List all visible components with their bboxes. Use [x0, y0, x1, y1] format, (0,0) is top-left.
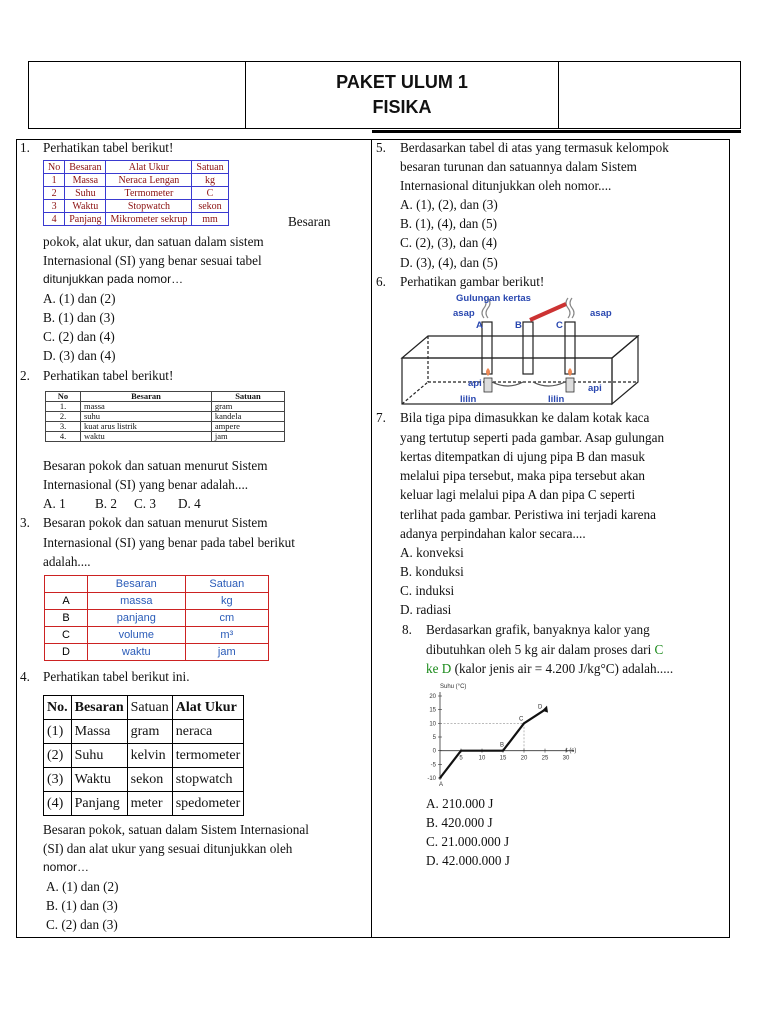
q1-text: Internasional (SI) yang benar sesuai tabel	[43, 253, 262, 268]
q5-text: Berdasarkan tabel di atas yang termasuk kelompok	[400, 140, 669, 155]
q7-text: Bila tiga pipa dimasukkan ke dalam kotak kaca	[400, 410, 650, 425]
q4-number: 4.	[20, 669, 30, 684]
chart-ylabel: Suhu (°C)	[440, 684, 467, 690]
table-cell: C	[45, 627, 88, 644]
q8-option-a: A. 210.000 J	[426, 796, 494, 811]
table-row	[44, 174, 229, 187]
q2-option-b: B. 2	[95, 496, 117, 511]
header-left-cell	[29, 62, 246, 128]
table-cell: 2.	[46, 412, 81, 422]
pipe-b	[523, 322, 533, 374]
q4-text: Besaran pokok, satuan dalam Sistem Internasional	[43, 822, 309, 837]
table-row	[46, 422, 285, 432]
candle-label: lilin	[548, 394, 565, 405]
fire-label: api	[588, 383, 602, 394]
q6-intro: Perhatikan gambar berikut!	[400, 274, 545, 289]
box-top-face	[402, 336, 638, 358]
q1-option-c: C. (2) dan (4)	[43, 329, 115, 344]
data-point	[544, 709, 546, 711]
q1-text: Besaran	[288, 214, 331, 229]
table-cell: volume	[88, 627, 186, 644]
candle-icon	[484, 378, 492, 392]
q3-text: Besaran pokok dan satuan menurut Sistem	[43, 515, 268, 530]
q1-option-d: D. (3) dan (4)	[43, 348, 116, 363]
table-cell: Panjang	[71, 792, 127, 816]
q5-option-b: B. (1), (4), dan (5)	[400, 216, 498, 231]
smoke-label: asap	[590, 308, 612, 319]
table-cell: kg	[185, 593, 268, 610]
table-cell: Termometer	[106, 187, 192, 200]
table-cell: Waktu	[71, 768, 127, 792]
convection-box-figure	[398, 290, 648, 408]
q7-option-b: B. konduksi	[400, 564, 464, 579]
point-label: C	[519, 716, 524, 723]
table-cell: gram	[127, 720, 172, 744]
table-cell: cm	[185, 610, 268, 627]
header-title-cell	[246, 62, 559, 128]
table-row	[44, 768, 244, 792]
pipe-a	[482, 322, 492, 374]
q7-text: melalui pipa tersebut, maka pipa tersebut akan	[400, 468, 645, 483]
q2-intro: Perhatikan tabel berikut!	[43, 368, 174, 383]
table-cell: sekon	[192, 200, 228, 213]
q1-intro: Perhatikan tabel berikut!	[43, 140, 174, 155]
table-cell: mm	[192, 213, 228, 226]
table-row	[44, 213, 229, 226]
q8-text-part: (kalor jenis air = 4.200 J/kg°C) adalah.....	[454, 661, 674, 676]
q7-number: 7.	[376, 410, 386, 425]
table-cell: 3.	[46, 422, 81, 432]
table-cell: Alat Ukur	[172, 696, 244, 720]
point-label: A	[439, 782, 444, 788]
smoke-label: asap	[453, 308, 475, 319]
q7-option-a: A. konveksi	[400, 545, 464, 560]
q1-option-b: B. (1) dan (3)	[43, 310, 115, 325]
box-front-face	[402, 358, 612, 404]
q4-text: nomor…	[43, 860, 90, 874]
table-cell	[45, 576, 88, 593]
data-line	[440, 710, 545, 778]
table-cell: 4	[44, 213, 65, 226]
table-row	[44, 744, 244, 768]
candle-icon	[566, 378, 574, 392]
table-cell: Satuan	[127, 696, 172, 720]
q2-option-a: A. 1	[43, 496, 66, 511]
x-tick-label: 10	[478, 755, 486, 762]
pipe-a-label: A	[476, 320, 483, 331]
fire-icon	[486, 368, 490, 376]
q7-text: kertas ditempatkan di ujung pipa B dan masuk	[400, 449, 646, 464]
q8-option-b: B. 420.000 J	[426, 815, 493, 830]
q4-text: (SI) dan alat ukur yang sesuai ditunjukkan oleh	[43, 841, 293, 856]
table-cell: Panjang	[65, 213, 106, 226]
fire-label: api	[468, 378, 482, 389]
x-tick-label: 20	[520, 755, 528, 762]
table-row	[44, 792, 244, 816]
q1-option-a: A. (1) dan (2)	[43, 291, 116, 306]
q4-option-c: C. (2) dan (3)	[46, 917, 118, 932]
table-cell: 1	[44, 174, 65, 187]
q5-number: 5.	[376, 140, 386, 155]
table-cell: 1.	[46, 402, 81, 412]
header-underline	[372, 130, 741, 133]
column-divider	[371, 139, 372, 938]
table-cell: 3	[44, 200, 65, 213]
table-cell: No.	[44, 696, 72, 720]
table-cell: neraca	[172, 720, 244, 744]
q7-option-d: D. radiasi	[400, 602, 452, 617]
x-tick-label: 25	[541, 755, 549, 762]
x-tick-label: 5	[459, 755, 463, 762]
q8-number: 8.	[402, 622, 412, 637]
table-cell: jam	[211, 432, 284, 442]
subject-title: FISIKA	[372, 97, 432, 117]
q2-number: 2.	[20, 368, 30, 383]
table-row	[45, 610, 269, 627]
q7-text: adanya perpindahan kalor secara....	[400, 526, 586, 541]
table-cell: Suhu	[71, 744, 127, 768]
q7-text: yang tertutup seperti pada gambar. Asap gulungan	[400, 430, 665, 445]
header-right-cell	[559, 62, 740, 128]
table-row	[44, 200, 229, 213]
table-row	[45, 644, 269, 661]
table-cell: Neraca Lengan	[106, 174, 192, 187]
data-point	[460, 750, 462, 752]
q4-option-a: A. (1) dan (2)	[46, 879, 119, 894]
y-tick-label: -5	[430, 762, 436, 769]
table-cell: gram	[211, 402, 284, 412]
q7-option-c: C. induksi	[400, 583, 455, 598]
q5-text: Internasional ditunjukkan oleh nomor....	[400, 178, 612, 193]
page-title: PAKET ULUM 1	[336, 72, 468, 92]
data-point	[502, 750, 504, 752]
table-cell: D	[45, 644, 88, 661]
q8-option-d: D. 42.000.000 J	[426, 853, 510, 868]
table-cell: (3)	[44, 768, 72, 792]
q8-text-part: dibutuhkan oleh 5 kg air dalam proses dari	[426, 642, 652, 657]
y-tick-label: 15	[429, 707, 436, 714]
q1-text: ditunjukkan pada nomor…	[43, 272, 184, 286]
q8-text: Berdasarkan grafik, banyaknya kalor yang	[426, 622, 650, 637]
q5-option-c: C. (2), (3), dan (4)	[400, 235, 498, 250]
q7-text: terlihat pada gambar. Peristiwa ini terjadi karena	[400, 507, 656, 522]
q5-text: besaran turunan dan satuannya dalam Sistem	[400, 159, 637, 174]
table-cell: Besaran	[71, 696, 127, 720]
q5-option-d: D. (3), (4), dan (5)	[400, 255, 498, 270]
table-row	[45, 593, 269, 610]
table-cell: C	[192, 187, 228, 200]
table-cell: waktu	[81, 432, 212, 442]
table-cell: ampere	[211, 422, 284, 432]
box-side-face	[612, 336, 638, 404]
x-tick-label: 15	[499, 755, 507, 762]
table-cell: Satuan	[192, 161, 228, 174]
table-cell: sekon	[127, 768, 172, 792]
q2-text: Besaran pokok dan satuan menurut Sistem	[43, 458, 268, 473]
table-cell: kandela	[211, 412, 284, 422]
q4-option-b: B. (1) dan (3)	[46, 898, 118, 913]
table-cell: Alat Ukur	[106, 161, 192, 174]
data-point	[523, 722, 525, 724]
point-label: D	[538, 704, 543, 711]
table-cell: (1)	[44, 720, 72, 744]
q8-option-c: C. 21.000.000 J	[426, 834, 510, 849]
table-cell: Besaran	[81, 392, 212, 402]
table-cell: Besaran	[88, 576, 186, 593]
q2-option-d: D. 4	[178, 496, 201, 511]
table-row	[44, 187, 229, 200]
temperature-time-chart	[420, 682, 592, 792]
x-tick-label: 30	[562, 755, 570, 762]
fire-icon	[568, 368, 572, 376]
y-tick-label: 5	[432, 735, 436, 741]
y-tick-label: 20	[429, 694, 436, 700]
table-cell: panjang	[88, 610, 186, 627]
table-cell: Massa	[65, 174, 106, 187]
q8-ke-d: ke D	[426, 661, 452, 676]
table-cell: (4)	[44, 792, 72, 816]
pipe-b-label: B	[515, 320, 522, 331]
table-cell: termometer	[172, 744, 244, 768]
table-cell: Suhu	[65, 187, 106, 200]
table-cell: waktu	[88, 644, 186, 661]
table-cell: No	[46, 392, 81, 402]
q1-table	[43, 160, 229, 226]
q6-number: 6.	[376, 274, 386, 289]
point-label: B	[500, 742, 505, 749]
q8-text	[426, 640, 663, 659]
q4-intro: Perhatikan tabel berikut ini.	[43, 669, 190, 684]
table-cell: 2	[44, 187, 65, 200]
table-cell: massa	[81, 402, 212, 412]
table-cell: (2)	[44, 744, 72, 768]
q4-table	[43, 695, 244, 816]
q2-option-c: C. 3	[134, 496, 156, 511]
q8-c-label: C	[654, 642, 664, 657]
table-cell: kelvin	[127, 744, 172, 768]
y-tick-label: 10	[429, 721, 436, 728]
table-cell: Mikrometer sekrup	[106, 213, 192, 226]
table-cell: m³	[185, 627, 268, 644]
q3-table	[44, 575, 269, 661]
table-header-row	[46, 392, 285, 402]
table-row	[44, 720, 244, 744]
q2-text: Internasional (SI) yang benar adalah....	[43, 477, 249, 492]
q3-number: 3.	[20, 515, 30, 530]
table-cell: Besaran	[65, 161, 106, 174]
paper-roll	[530, 304, 566, 320]
table-cell: massa	[88, 593, 186, 610]
candle-label: lilin	[460, 394, 477, 405]
data-point	[439, 777, 441, 779]
q1-text: pokok, alat ukur, dan satuan dalam sistem	[43, 234, 264, 249]
table-row	[45, 627, 269, 644]
table-row	[46, 412, 285, 422]
pipe-c	[565, 322, 575, 374]
table-row	[46, 432, 285, 442]
table-header-row	[45, 576, 269, 593]
q3-text: Internasional (SI) yang benar pada tabel berikut	[43, 535, 295, 550]
table-cell: A	[45, 593, 88, 610]
q5-option-a: A. (1), (2), dan (3)	[400, 197, 498, 212]
table-cell: meter	[127, 792, 172, 816]
paper-label: Gulungan kertas	[456, 293, 531, 304]
table-cell: kg	[192, 174, 228, 187]
q8-text	[426, 659, 673, 678]
table-cell: Satuan	[185, 576, 268, 593]
table-cell: Waktu	[65, 200, 106, 213]
table-cell: suhu	[81, 412, 212, 422]
table-cell: jam	[185, 644, 268, 661]
q2-table	[45, 391, 285, 442]
q3-text: adalah....	[43, 554, 91, 569]
table-cell: No	[44, 161, 65, 174]
table-cell: Massa	[71, 720, 127, 744]
table-cell: 4.	[46, 432, 81, 442]
table-cell: Stopwatch	[106, 200, 192, 213]
pipe-c-label: C	[556, 320, 563, 331]
table-row	[46, 402, 285, 412]
q1-number: 1.	[20, 140, 30, 155]
table-cell: kuat arus listrik	[81, 422, 212, 432]
table-cell: spedometer	[172, 792, 244, 816]
y-tick-label: -10	[427, 776, 436, 782]
table-cell: Satuan	[211, 392, 284, 402]
table-header-row	[44, 161, 229, 174]
y-tick-label: 0	[432, 748, 436, 755]
table-header-row	[44, 696, 244, 720]
chart-xlabel: t (s)	[566, 748, 577, 754]
table-cell: stopwatch	[172, 768, 244, 792]
header-box	[28, 61, 741, 129]
q7-text: keluar lagi melalui pipa A dan pipa C seperti	[400, 487, 636, 502]
table-cell: B	[45, 610, 88, 627]
